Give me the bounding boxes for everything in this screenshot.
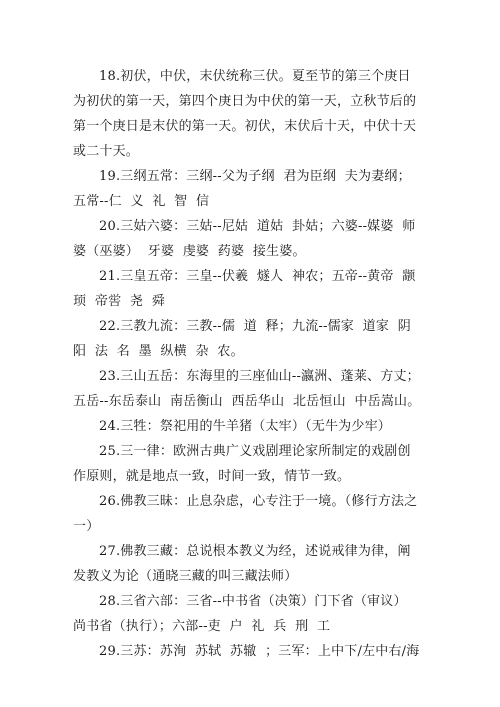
text-line: 五岳--东岳泰山 南岳衡山 西岳华山 北岳恒山 中岳嵩山。 bbox=[73, 394, 421, 409]
paragraph-19 bbox=[73, 164, 433, 214]
text-line: 24.三牲：祭祀用的牛羊猪（太牢）（无牛为少牢） bbox=[99, 419, 391, 434]
text-line: 婆（巫婆） 牙婆 虔婆 药婆 接生婆。 bbox=[73, 244, 306, 259]
paragraph-27 bbox=[73, 539, 433, 589]
paragraph-25 bbox=[73, 439, 433, 489]
text-line: 第一个庚日是末伏的第一天。初伏，末伏后十天，中伏十天 bbox=[73, 119, 417, 134]
paragraph-23 bbox=[73, 364, 433, 414]
text-line: 22.三教九流：三教--儒 道 释；九流--儒家 道家 阴 bbox=[99, 319, 411, 334]
text-line: 21.三皇五帝：三皇--伏羲 燧人 神农；五帝--黄帝 颛 bbox=[99, 269, 416, 284]
document-body bbox=[73, 64, 433, 664]
paragraph-26 bbox=[73, 489, 433, 539]
text-line: 或二十天。 bbox=[73, 144, 140, 159]
text-line: 五常--仁 义 礼 智 信 bbox=[73, 194, 210, 209]
text-line: 28.三省六部：三省--中书省（决策）门下省（审议） bbox=[99, 594, 407, 609]
paragraph-28 bbox=[73, 589, 433, 639]
paragraph-18 bbox=[73, 64, 433, 164]
text-line: 一） bbox=[73, 519, 100, 534]
text-line: 27.佛教三藏：总说根本教义为经，述说戒律为律，阐 bbox=[99, 544, 411, 559]
text-line: 26.佛教三昧：止息杂虑，心专注于一境。（修行方法之 bbox=[99, 494, 418, 509]
text-line: 18.初伏，中伏，末伏统称三伏。夏至节的第三个庚日 bbox=[99, 69, 411, 84]
text-line: 阳 法 名 墨 纵横 杂 农。 bbox=[73, 344, 244, 359]
paragraph-20 bbox=[73, 214, 433, 264]
text-line: 尚书省（执行）；六部--吏 户 礼 兵 刑 工 bbox=[73, 619, 331, 634]
text-line: 为初伏的第一天，第四个庚日为中伏的第一天，立秋节后的 bbox=[73, 94, 417, 109]
text-line: 19.三纲五常：三纲--父为子纲 君为臣纲 夫为妻纲； bbox=[99, 169, 411, 184]
paragraph-24 bbox=[73, 414, 433, 439]
text-line: 20.三姑六婆：三姑--尼姑 道姑 卦姑；六婆--媒婆 师 bbox=[99, 219, 416, 234]
text-line: 顼 帝喾 尧 舜 bbox=[73, 294, 165, 309]
text-line: 29.三苏：苏洵 苏轼 苏辙 ；三军：上中下/左中右/海 bbox=[99, 644, 420, 659]
text-line: 23.三山五岳：东海里的三座仙山--瀛洲、蓬莱、方丈； bbox=[99, 369, 420, 384]
text-line: 发教义为论（通晓三藏的叫三藏法师） bbox=[73, 569, 298, 584]
paragraph-21 bbox=[73, 264, 433, 314]
paragraph-29 bbox=[73, 639, 433, 664]
text-line: 25.三一律：欧洲古典广义戏剧理论家所制定的戏剧创 bbox=[99, 444, 411, 459]
text-line: 作原则，就是地点一致，时间一致，情节一致。 bbox=[73, 469, 351, 484]
paragraph-22 bbox=[73, 314, 433, 364]
